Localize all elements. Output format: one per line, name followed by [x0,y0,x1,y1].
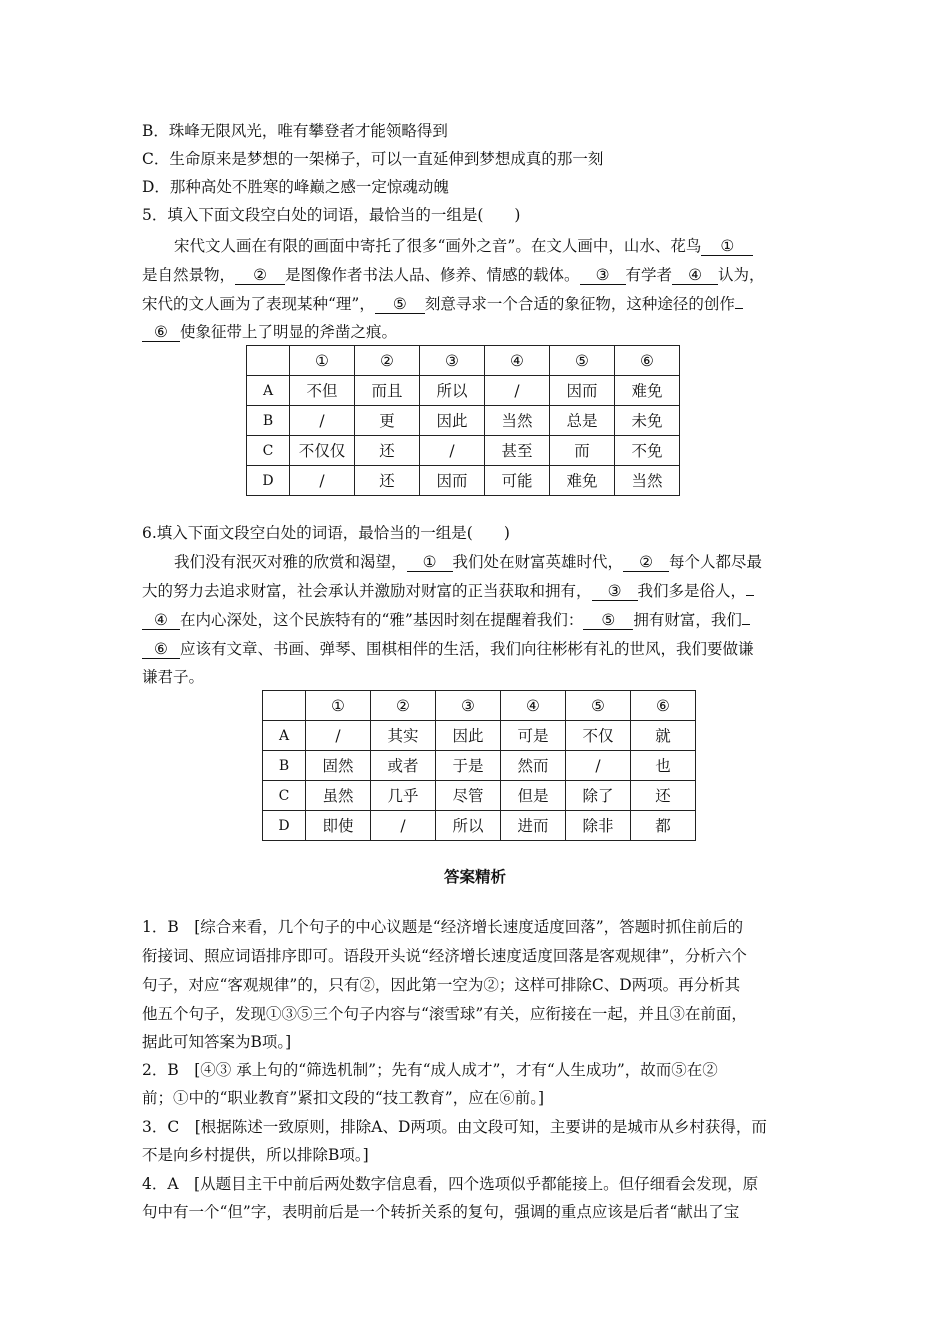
table-cell: 几乎 [371,781,436,811]
table-cell [263,691,306,721]
table-row [247,436,680,466]
table-cell: 还 [355,466,420,496]
table-cell: 当然 [485,406,550,436]
table-cell: ⑤ [566,691,631,721]
table-cell: 不免 [615,436,680,466]
table-cell: 可是 [501,721,566,751]
table-row [247,406,680,436]
q4-option-b: B．珠峰无限风光，唯有攀登者才能领略得到 [142,122,448,140]
q6-text: 拥有财富，我们 [633,611,742,629]
table-cell: 而 [550,436,615,466]
table-cell: 可能 [485,466,550,496]
table-cell: 因而 [420,466,485,496]
table-header-row [263,691,696,721]
table-cell: ⑥ [631,691,696,721]
table-cell: 进而 [501,811,566,841]
table-cell [247,346,290,376]
answer-line: 前；①中的“职业教育”紧扣文段的“技工教育”，应在⑥前。] [142,1089,544,1107]
table-cell: 而且 [355,376,420,406]
q6-blank-6-start [742,624,750,625]
q5-text: 是自然景物， [142,266,236,284]
table-cell: 所以 [420,376,485,406]
table-cell: ③ [420,346,485,376]
table-cell: 但是 [501,781,566,811]
q5-text: 有学者 [625,266,673,284]
q5-text: 认为， [718,266,765,284]
q5-stem: 5．填入下面文段空白处的词语，最恰当的一组是( ) [142,206,521,224]
table-row [263,811,696,841]
table-cell: ⑤ [550,346,615,376]
q6-blank-3: ③ [592,582,638,601]
q5-text: 使象征带上了明显的斧凿之痕。 [180,323,398,341]
q5-text: 宋代的文人画为了表现某种“理”， [142,295,375,313]
q6-text: 每个人都尽最 [669,553,763,571]
table-cell: 或者 [371,751,436,781]
q5-text: 宋代文人画在有限的画面中寄托了很多“画外之音”。在文人画中，山水、花鸟 [174,237,702,255]
table-cell: ① [290,346,355,376]
table-cell: / [566,751,631,781]
q5-blank-2: ② [235,266,285,285]
q5-blank-1: ① [701,237,753,256]
q6-text: 我们没有泯灭对雅的欣赏和渴望， [174,553,407,571]
table-cell: 当然 [615,466,680,496]
table-cell: B [263,751,306,781]
table-cell: C [247,436,290,466]
table-cell: 不但 [290,376,355,406]
table-cell: 除非 [566,811,631,841]
q6-text: 在内心深处，这个民族特有的“雅”基因时刻在提醒着我们： [180,611,584,629]
q5-blank-6-start [735,308,743,309]
table-cell: A [247,376,290,406]
q6-passage-line-4 [142,639,810,659]
table-cell: 然而 [501,751,566,781]
answer-line: 衔接词、照应词语排序即可。语段开头说“经济增长速度适度回落是客观规律”，分析六个 [142,947,747,965]
table-row [247,466,680,496]
table-cell: 即使 [306,811,371,841]
table-cell: ④ [501,691,566,721]
table-cell: D [263,811,306,841]
q6-passage-line-3 [142,610,810,630]
table-cell: 难免 [615,376,680,406]
table-cell: 总是 [550,406,615,436]
answer-line: 他五个句子，发现①③⑤三个句子内容与“滚雪球”有关，应衔接在一起，并且③在前面， [142,1005,747,1023]
q6-passage-line-2 [142,581,810,601]
q5-text: 是图像作者书法人品、修养、情感的载体。 [285,266,580,284]
table-cell: ② [371,691,436,721]
table-cell: / [306,721,371,751]
table-cell: 未免 [615,406,680,436]
table-cell: 虽然 [306,781,371,811]
table-cell: 于是 [436,751,501,781]
table-cell: D [247,466,290,496]
q5-passage-line-3 [142,294,810,314]
table-cell: 因此 [436,721,501,751]
q5-blank-5: ⑤ [375,295,425,314]
table-row [263,781,696,811]
table-cell: C [263,781,306,811]
answer-line: 不是向乡村提供，所以排除B项。] [142,1146,369,1164]
answers-heading: 答案精析 [443,867,506,886]
table-cell: ③ [436,691,501,721]
q6-blank-2: ② [623,553,669,572]
q6-text: 我们处在财富英雄时代， [452,553,624,571]
q5-passage-line-1 [174,236,810,256]
q4-option-d: D．那种高处不胜寒的峰巅之感一定惊魂动魄 [142,178,449,196]
q5-text: 刻意寻求一个合适的象征物，这种途径的创作 [424,295,735,313]
answer-line: 3．C [根据陈述一致原则，排除A、D两项。由文段可知，主要讲的是城市从乡村获得，而 [142,1118,767,1136]
q6-blank-4-start [746,595,754,596]
answer-line: 据此可知答案为B项。] [142,1033,292,1051]
table-cell: / [485,376,550,406]
table-cell: 因而 [550,376,615,406]
table-row [247,376,680,406]
table-cell: ① [306,691,371,721]
q6-passage-line-1 [174,552,810,572]
q5-blank-4: ④ [672,266,718,285]
answer-line: 句中有一个“但”字，表明前后是一个转折关系的复句，强调的重点应该是后者“献出了宝 [142,1203,740,1221]
q6-passage-line-5: 谦君子。 [142,668,205,686]
q5-blank-3: ③ [580,266,626,285]
table-cell: 更 [355,406,420,436]
table-row [263,721,696,751]
answer-line: 句子，对应“客观规律”的，只有②，因此第一空为②；这样可排除C、D两项。再分析其 [142,976,741,994]
q6-text: 大的努力去追求财富，社会承认并激励对财富的正当获取和拥有， [142,582,592,600]
q6-blank-1: ① [407,553,453,572]
table-cell: A [263,721,306,751]
table-cell: 还 [355,436,420,466]
q6-text: 我们多是俗人， [637,582,747,600]
q4-option-c: C．生命原来是梦想的一架梯子，可以一直延伸到梦想成真的那一刻 [142,150,604,168]
table-cell: 因此 [420,406,485,436]
table-cell: / [420,436,485,466]
table-cell: / [371,811,436,841]
q6-blank-5: ⑤ [583,611,633,630]
answer-line: 1．B [综合来看，几个句子的中心议题是“经济增长速度适度回落”，答题时抓住前后的 [142,918,744,936]
table-cell: 除了 [566,781,631,811]
q5-options-table [246,345,680,496]
q6-blank-6: ⑥ [142,640,180,659]
table-cell: 不仅仅 [290,436,355,466]
table-cell: 固然 [306,751,371,781]
table-cell: 甚至 [485,436,550,466]
q6-blank-4: ④ [142,611,180,630]
table-cell: 所以 [436,811,501,841]
table-cell: B [247,406,290,436]
table-cell: 就 [631,721,696,751]
q6-options-table [262,690,696,841]
table-cell: ⑥ [615,346,680,376]
table-cell: 尽管 [436,781,501,811]
table-cell: / [290,406,355,436]
table-header-row [247,346,680,376]
table-cell: 其实 [371,721,436,751]
q5-blank-6: ⑥ [142,323,180,342]
table-cell: ② [355,346,420,376]
answer-line: 2．B [④③ 承上句的“筛选机制”；先有“成人成才”，才有“人生成功”，故而⑤在② [142,1061,718,1079]
table-cell: / [290,466,355,496]
table-cell: 还 [631,781,696,811]
table-cell: 难免 [550,466,615,496]
q5-passage-line-4 [142,322,810,342]
answer-line: 4．A [从题目主干中前后两处数字信息看，四个选项似乎都能接上。但仔细看会发现，原 [142,1175,759,1193]
table-cell: 也 [631,751,696,781]
table-cell: 不仅 [566,721,631,751]
table-cell: 都 [631,811,696,841]
q5-passage-line-2 [142,265,810,285]
table-cell: ④ [485,346,550,376]
q6-text: 应该有文章、书画、弹琴、围棋相伴的生活，我们向往彬彬有礼的世风，我们要做谦 [180,640,754,658]
table-row [263,751,696,781]
q6-stem: 6.填入下面文段空白处的词语，最恰当的一组是( ) [142,524,510,542]
